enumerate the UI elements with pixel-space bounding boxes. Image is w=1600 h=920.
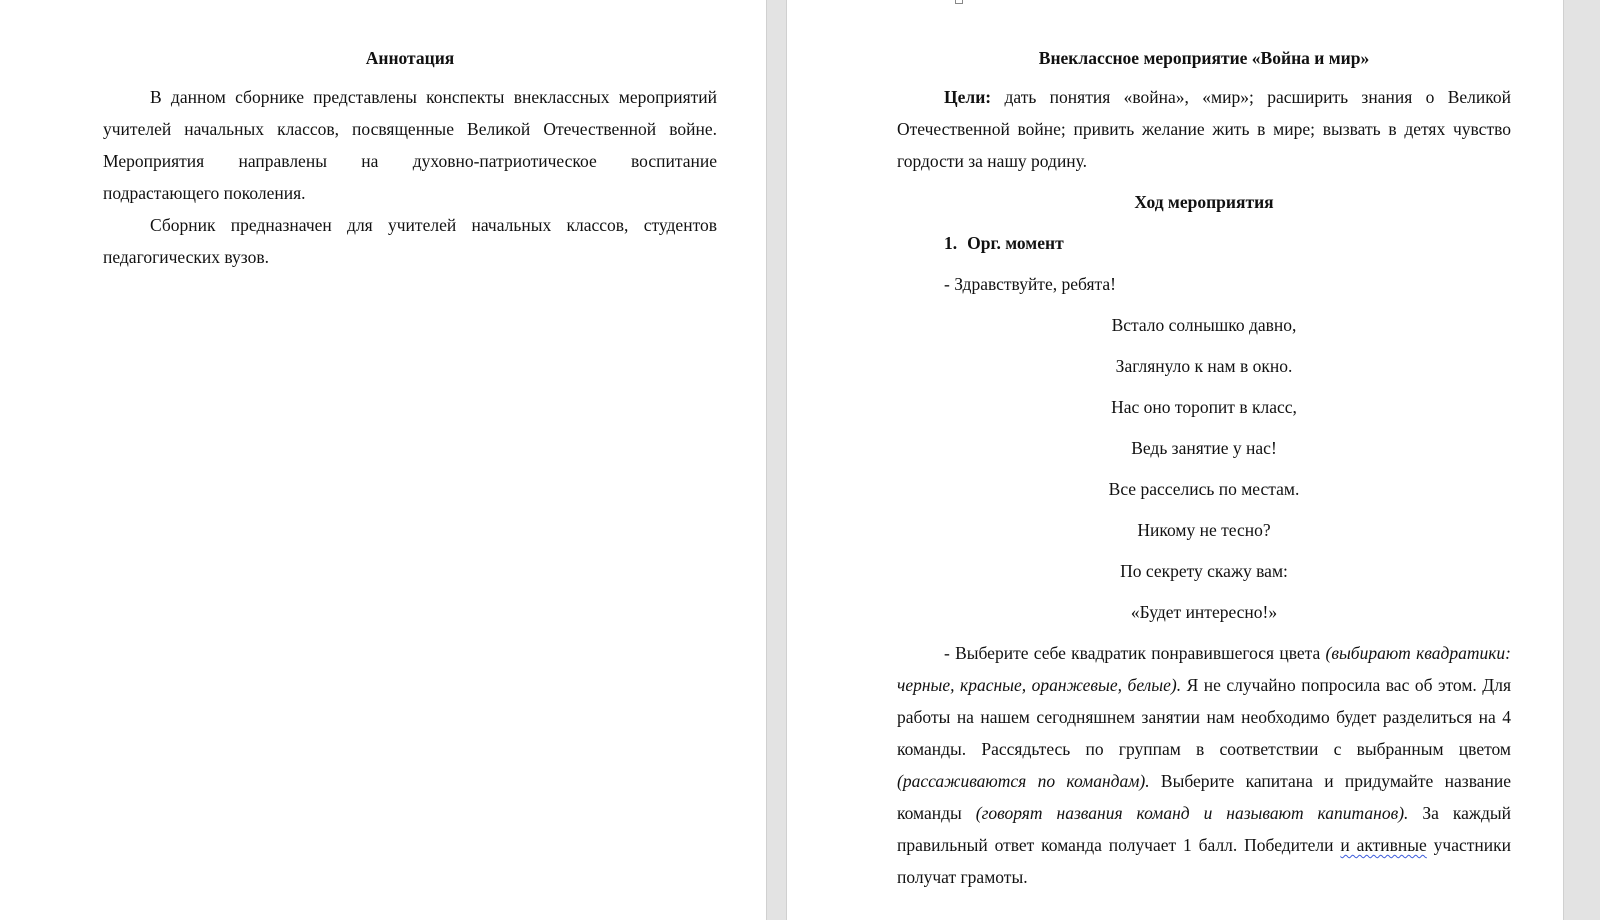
instructions-paragraph — [897, 637, 1511, 893]
poem-line: Ведь занятие у нас! — [1131, 438, 1277, 458]
poem-line: По секрету скажу вам: — [1120, 561, 1288, 581]
poem-line: Встало солнышко давно, — [1111, 315, 1297, 335]
list-number: 1. — [944, 233, 958, 253]
poem-line: Все расселись по местам. — [1108, 479, 1300, 499]
list-item-text: Орг. момент — [967, 233, 1064, 253]
instruction-text: - Выберите себе квадратик понравившегося цвета — [944, 643, 1326, 663]
instruction-italic: (выбирают квадратики: черные, красные, оранжевые, белые). — [897, 643, 1511, 695]
page-content — [897, 40, 1511, 893]
document-page-right — [786, 0, 1564, 920]
poem-line: Никому не тесно? — [1137, 520, 1271, 540]
instruction-text: За каждый правильный ответ команда получает 1 балл. Победители — [897, 803, 1511, 855]
goals-label: Цели: — [944, 87, 992, 107]
instruction-text: Я не случайно попросила вас об этом. Для работы на нашем сегодняшнем занятии нам необходимо будет разделиться на 4 команды. Рассядьтесь по группам в соответствии с выбранным цветом — [897, 675, 1512, 759]
poem-line: «Будет интересно!» — [1130, 602, 1278, 622]
annotation-paragraph: В данном сборнике представлены конспекты внеклассных мероприятий учителей начальных классов, посвященные Великой Отечественной войне. Мероприятия направлены на духовно-патриотическое воспитание подрастающего поколения. — [103, 87, 717, 203]
instruction-italic: (рассаживаются по командам). — [897, 771, 1150, 791]
instruction-italic: (говорят названия команд и называют капитанов). — [975, 803, 1409, 823]
document-page-left — [0, 0, 767, 920]
goals-text: дать понятия «война», «мир»; расширить знания о Великой Отечественной войне; привить желание жить в мире; вызвать в детях чувство гордости за нашу родину. — [897, 87, 1511, 171]
annotation-paragraph: Сборник предназначен для учителей начальных классов, студентов педагогических вузов. — [103, 215, 717, 267]
annotation-title: Аннотация — [365, 48, 455, 68]
poem-line: Нас оно торопит в класс, — [1111, 397, 1297, 417]
section-title: Ход мероприятия — [1134, 192, 1274, 212]
instruction-text: участники получат грамоты. — [897, 835, 1511, 887]
goals-paragraph — [897, 81, 1511, 177]
greeting-line: - Здравствуйте, ребята! — [944, 274, 1116, 294]
poem-line: Заглянуло к нам в окно. — [1115, 356, 1293, 376]
page-content — [103, 40, 717, 273]
instruction-text: Выберите капитана и придумайте название команды — [897, 771, 1511, 823]
text-cursor-mark — [955, 0, 963, 4]
list-item — [944, 227, 1511, 259]
spellcheck-underlined-text[interactable]: и активные — [1340, 835, 1427, 855]
event-title: Внеклассное мероприятие «Война и мир» — [1038, 48, 1370, 68]
